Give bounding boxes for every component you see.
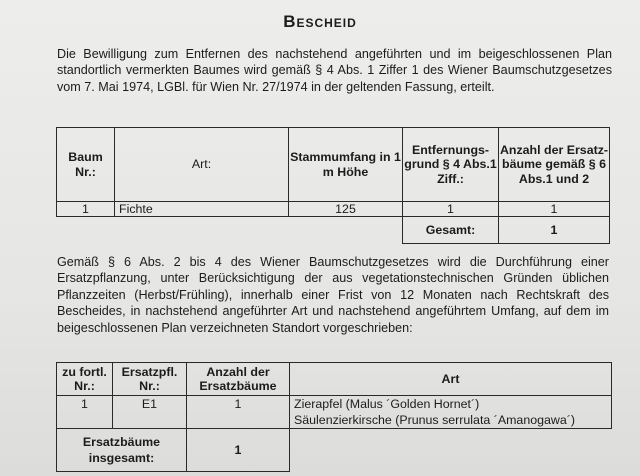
- table-row: [57, 396, 612, 429]
- art-line-1: Zierapfel (Malus ´Golden Hornet´): [294, 397, 480, 411]
- header-stammumfang: Stammumfang in 1 m Höhe: [289, 128, 403, 202]
- cell-art: Fichte: [115, 202, 289, 217]
- header-entfernungsgrund: Entfernungs-grund § 4 Abs.1 Ziff.:: [403, 128, 499, 202]
- replacement-trees-table: [56, 362, 612, 472]
- total-value: 1: [499, 217, 610, 244]
- header-baum-nr: Baum Nr.:: [57, 128, 115, 202]
- tree-removal-table: [56, 127, 610, 244]
- document-title-text: Bescheid: [283, 12, 357, 31]
- cell-art: [290, 396, 612, 429]
- table-header-row: [57, 128, 610, 202]
- total-spacer: [290, 429, 612, 472]
- total-label: Gesamt:: [403, 217, 499, 244]
- cell-stammumfang: 125: [289, 202, 403, 217]
- cell-ersatzpfl-nr: E1: [113, 396, 187, 429]
- art-line-2: Säulenzierkirsche (Prunus serrulata ´Amanogawa´): [294, 413, 575, 427]
- permit-paragraph: Die Bewilligung zum Entfernen des nachstehend angeführten und im beigeschlossenen Plan standortlich vermerkten Baumes wird gemäß § 4 Abs. 1 Ziffer 1 des Wiener Baumschutzgesetzes vom 7. Mai 1974, LGBl. für Wien Nr. 27/1974 in der geltenden Fassung, erteilt.: [57, 47, 612, 94]
- total-label: Ersatzbäume insgesamt:: [57, 429, 187, 472]
- replacement-planting-paragraph: Gemäß § 6 Abs. 2 bis 4 des Wiener Baumschutzgesetzes wird die Durchführung einer Ersatzpflanzung, unter Berücksichtigung der aus vegetationstechnischen Gründen üblichen Pflanzzeiten (Herbst/Frühling), innerhalb einer Frist von 12 Monaten nach Rechtskraft des Bescheides, in nachstehend angeführter Art und nachstehend angeführtem Umfang, auf dem im beigeschlossenen Plan verzeichneten Standort vorgeschrieben:: [57, 255, 609, 335]
- cell-entfernungsgrund: 1: [403, 202, 499, 217]
- header-anzahl-ersatzbaeume: Anzahl der Ersatzbäume: [187, 363, 290, 396]
- cell-zu-fortl-nr: 1: [57, 396, 113, 429]
- total-value: 1: [187, 429, 290, 472]
- table-row: [57, 202, 610, 217]
- header-art: Art: [290, 363, 612, 396]
- header-art: Art:: [115, 128, 289, 202]
- table-header-row: [57, 363, 612, 396]
- header-anzahl-ersatzbaeume: Anzahl der Ersatz-bäume gemäß § 6 Abs.1 und 2: [499, 128, 610, 202]
- total-spacer: [57, 217, 403, 244]
- document-title: [0, 12, 640, 32]
- cell-anzahl: 1: [499, 202, 610, 217]
- cell-baum-nr: 1: [57, 202, 115, 217]
- total-row: [57, 429, 612, 472]
- cell-anzahl: 1: [187, 396, 290, 429]
- header-zu-fortl-nr: zu fortl. Nr.:: [57, 363, 113, 396]
- header-ersatzpfl-nr: Ersatzpfl. Nr.:: [113, 363, 187, 396]
- total-row: [57, 217, 610, 244]
